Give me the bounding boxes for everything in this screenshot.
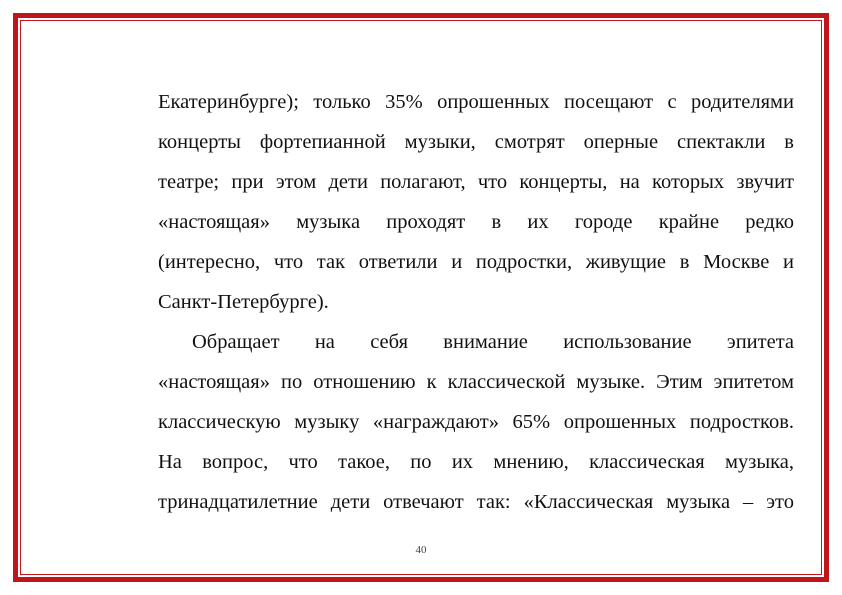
text-line: (интересно, что так ответили и подростки, живущие в Москве и	[158, 251, 794, 273]
paragraph-end-line: Санкт-Петербурге).	[158, 291, 329, 313]
text-line: «настоящая» музыка проходят в их городе крайне редко	[158, 211, 794, 233]
body-text	[158, 82, 794, 522]
text-line: «настоящая» по отношению к классической музыке. Этим эпитетом	[158, 371, 794, 393]
text-line: театре; при этом дети полагают, что концерты, на которых звучит	[158, 171, 794, 193]
page-number: 40	[415, 544, 427, 556]
text-line: На вопрос, что такое, по их мнению, классическая музыка,	[158, 451, 794, 473]
text-line: классическую музыку «награждают» 65% опрошенных подростков.	[158, 411, 794, 433]
text-line: Екатеринбурге); только 35% опрошенных посещают с родителями	[158, 91, 794, 113]
text-line: тринадцатилетние дети отвечают так: «Классическая музыка – это	[158, 491, 794, 513]
text-line: концерты фортепианной музыки, смотрят оперные спектакли в	[158, 131, 794, 153]
paragraph-start-line: Обращает на себя внимание использование эпитета	[192, 331, 794, 353]
